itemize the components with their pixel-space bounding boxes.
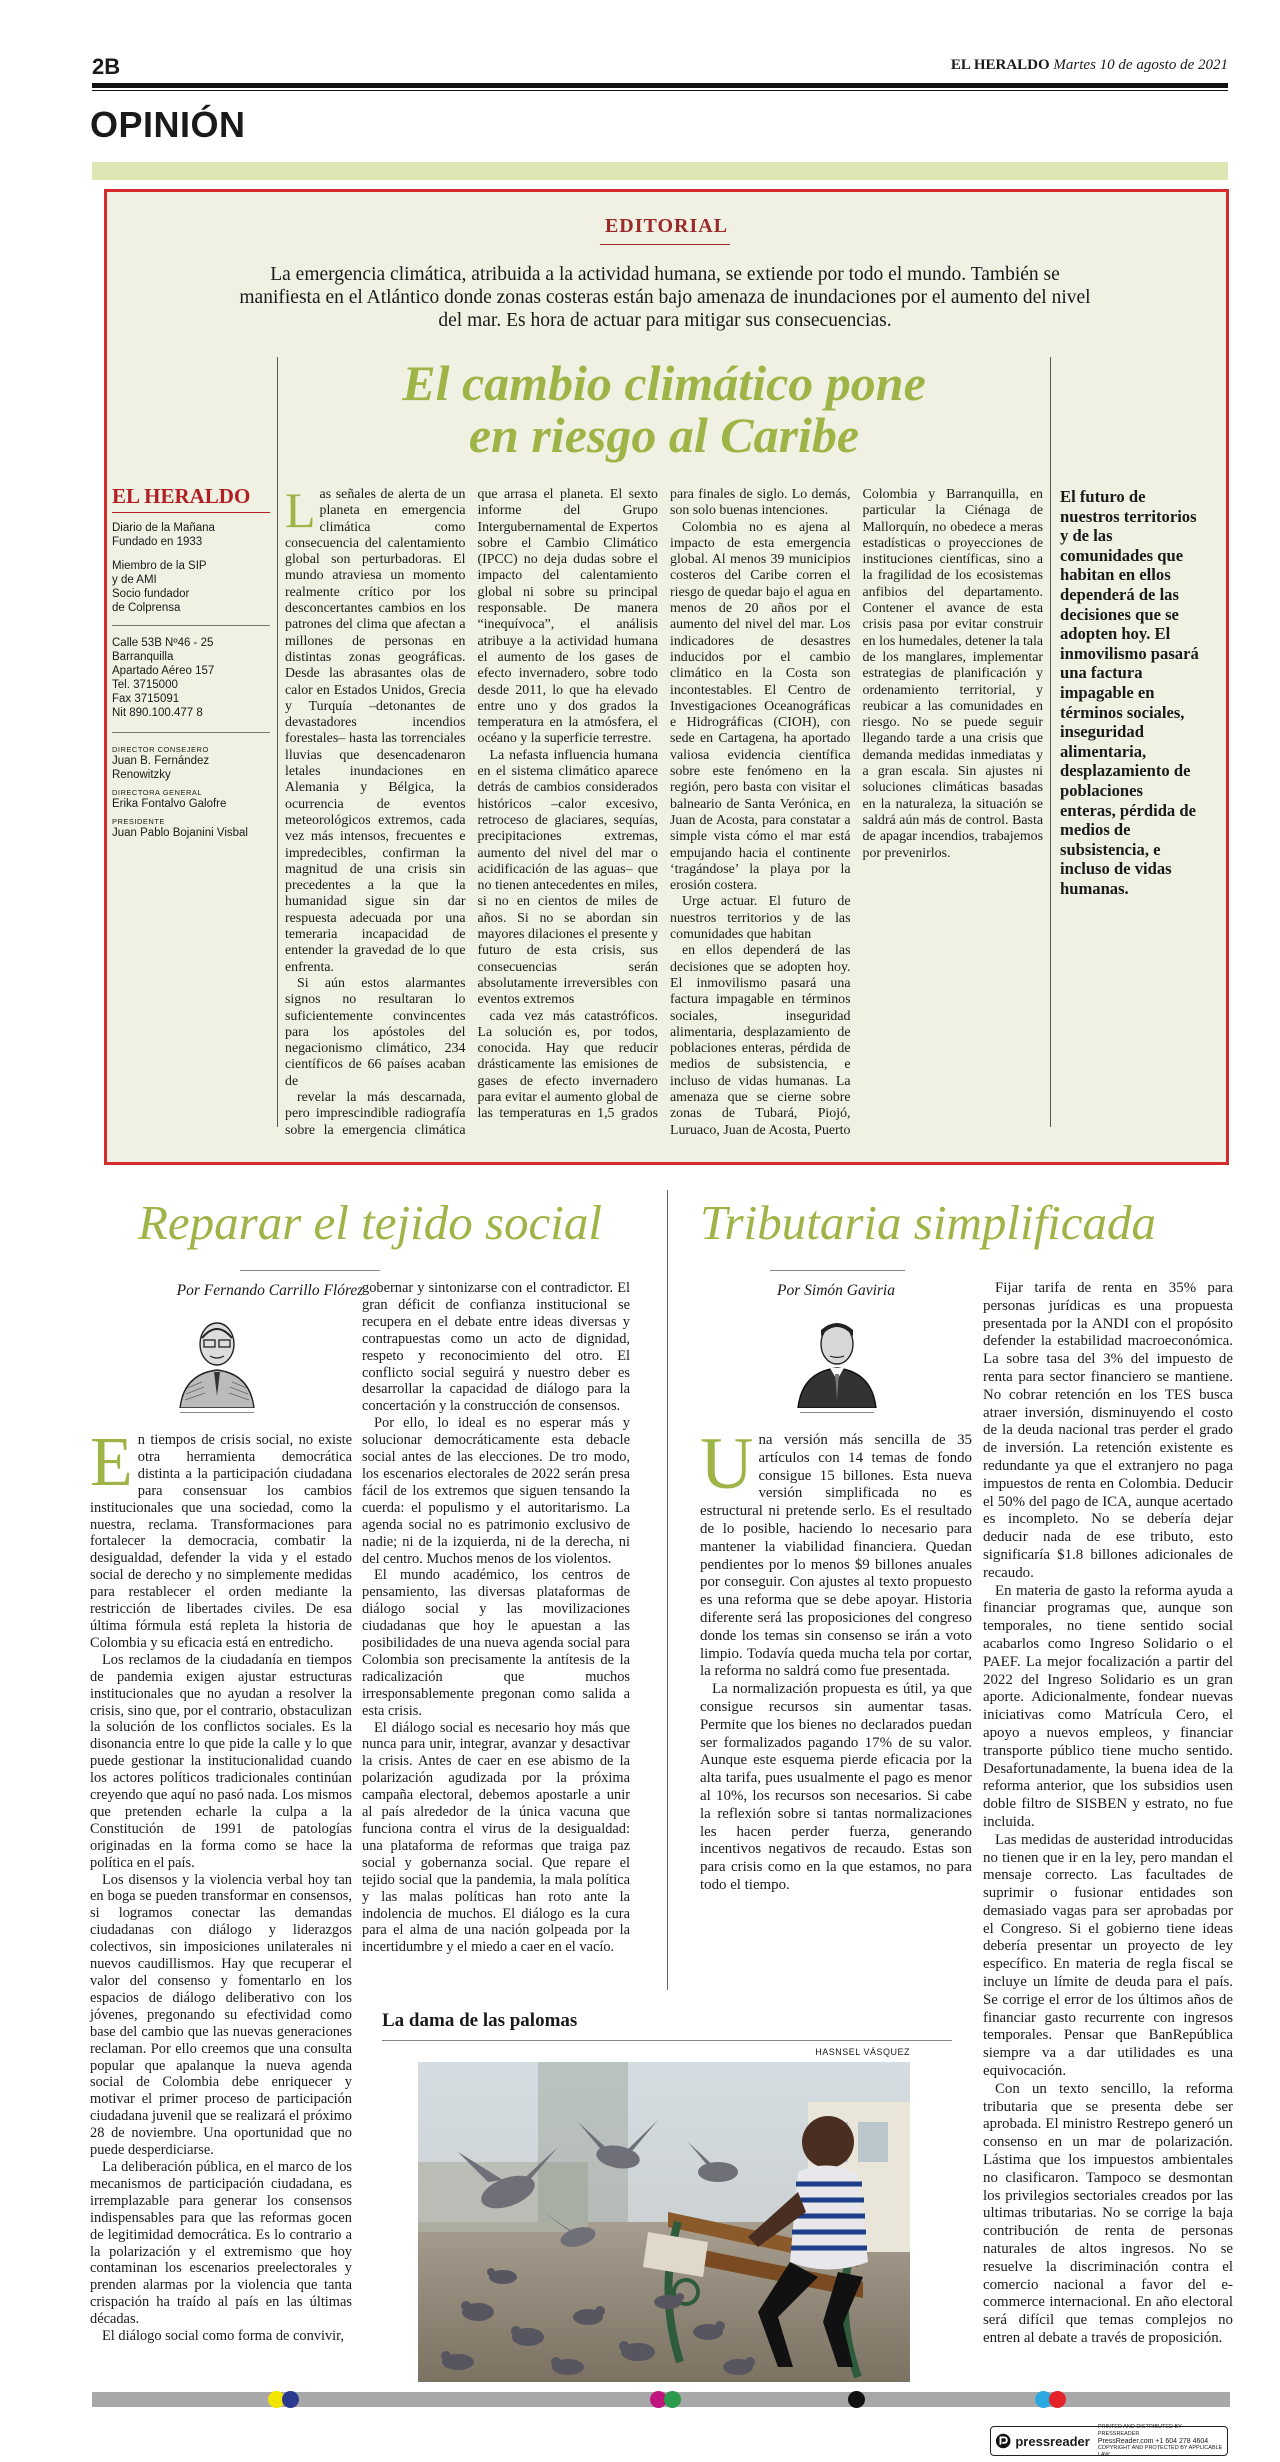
header-rule-thin	[92, 90, 1228, 91]
staff-founding	[112, 521, 270, 615]
editorial-lead: La emergencia climática, atribuida a la actividad humana, se extiende por todo el mundo. También se manifiesta en el Atlántico donde zonas costeras están bajo amenaza de inundaciones por el aumento del nivel del mar. Es hora de actuar para mitigar sus consecuencias.	[239, 264, 1091, 331]
paragraph: El diálogo social como forma de convivir,	[102, 2328, 344, 2345]
photo-title-rule	[382, 2040, 952, 2041]
column-left-col2	[362, 1280, 630, 1980]
paragraph: gobernar y sintonizarse con el contradictor. El gran déficit de confianza institucional se recupera en el debate entre ideas diversas y contrapuestas como un acto de dignidad, respeto y reconocimiento del otro. El conflicto social seguirá y nuestro deber es desarrollar la capacidad de diálogo para la concertación y la construcción de consensos.	[362, 1280, 630, 1415]
paragraph: na versión más sencilla de 35 artículos con 14 temas de fondo consigue 15 billones. Esta nueva versión simplificada no es estructural ni pretende serlo. Es el resultado de lo posible, haciendo lo necesario para mantener la viabilidad financiera. Quedan pendientes por lo menos $9 billones anuales por conseguir. Con ajustes al texto propuesto es una reforma que se debe apoyar. Historia diferente será las proposiciones del congreso donde los temas sin consenso se irán a voto limpio. Todavía queda mucha tela por cortar, la reforma no saldrá como fue presentada.	[700, 1432, 972, 1680]
editorial-title	[280, 357, 1048, 461]
column-right-dropcap: U	[700, 1423, 754, 1505]
columns-divider	[667, 1190, 668, 1990]
column-left-dropcap: E	[90, 1424, 133, 1501]
editorial-dropcap: L	[285, 482, 316, 538]
registration-mark-green	[664, 2391, 681, 2408]
paragraph: El mundo académico, los centros de pensamiento, las diversas plataformas de diálogo social y las movilizaciones ciudadanas que hoy le apuestan a las posibilidades de una nueva agenda social para Colombia son precisamente la antítesis de la radicalización que muchos irresponsablemente pregonan como salida a esta crisis.	[362, 1567, 630, 1719]
staff-role-label: PRESIDENTE	[112, 817, 165, 826]
photo-title: La dama de las palomas	[382, 2010, 578, 2031]
staff-line: Barranquilla	[112, 651, 174, 663]
section-title: OPINIÓN	[90, 104, 246, 145]
section-green-bar	[92, 162, 1228, 180]
column-left-portrait	[172, 1308, 262, 1408]
column-left-byline-rule-top	[240, 1270, 380, 1271]
editorial-pullquote: El futuro de nuestros territorios y de las comunidades que habitan en ellos dependerá de las decisiones que se adopten hoy. El inmovilismo pasará una factura impagable en términos sociales, inseguridad alimentaria, desplazamiento de poblaciones enteras, pérdida de medios de subsistencia, e incluso de vidas humanas.	[1060, 487, 1199, 898]
paragraph: Colombia no es ajena al impacto de esta emergencia global. Al menos 39 municipios costeros del Caribe corren el riesgo de quedar bajo el agua en menos de 20 años por el aumento del nivel del mar. Los indicadores de desastres inducidos por el cambio climático en la Costa son incontestables. El Centro de Investigaciones Oceanográficas e Hidrográficas (CIOH), con sede en Cartagena, ha aportado valiosa evidencia científica sobre este fenómeno en la región, pero basta con visitar el balneario de Santa Verónica, en Juan de Acosta, para constatar a simple vista cómo el mar está empujando hacia el continente ‘tragándose’ la playa por la erosión costera.	[670, 519, 851, 894]
photo-credit: HASNSEL VÁSQUEZ	[815, 2047, 910, 2057]
editorial-col-rule-right	[1050, 357, 1051, 1127]
paragraph: cada vez más catastróficos. La solución es, por todos, conocida. Hay que reducir drásticamente las emisiones de gases de efecto invernadero para evitar el aumento global de las temperaturas en 1,5 grados para finales de siglo. Lo demás, son solo buenas intenciones.	[477, 487, 851, 1122]
paragraph: Con un texto sencillo, la reforma tributaria que se presenta debe ser aprobada. El ministro Restrepo generó un consenso en un mar de polarización. Lástima que los impuestos ambientales no clasificaron. Tampoco se desmontan los privilegios sectoriales creados por las ultimas tributarias. No se corrige la baja contribución de renta de personas naturales de altos ingresos. No se resuelve la discriminación contra el comercio nacional a favor del e-commerce internacional. En año electoral será difícil que temas complejos no entren al debate a través de proposición.	[983, 2080, 1233, 2347]
staff-box	[112, 484, 270, 840]
staff-role-name: Erika Fontalvo Galofre	[112, 798, 227, 810]
staff-line: Tel. 3715000	[112, 679, 178, 691]
staff-line: Fax 3715091	[112, 693, 180, 705]
header-rule-thick	[92, 83, 1228, 88]
staff-line: Fundado en 1933	[112, 536, 203, 548]
pressreader-info	[1098, 2424, 1223, 2459]
column-right-byline: Por Simón Gaviria	[777, 1282, 895, 1299]
column-left-byline: Por Fernando Carrillo Flórez	[176, 1282, 364, 1299]
registration-mark-black	[848, 2391, 865, 2408]
staff-role-label: DIRECTOR CONSEJERO	[112, 745, 209, 754]
column-left-col2-paragraphs	[362, 1280, 630, 1956]
editorial-title-line2: en riesgo al Caribe	[468, 407, 860, 463]
header-masthead: EL HERALDO	[950, 57, 1050, 73]
column-right-portrait	[792, 1308, 882, 1408]
pressreader-line: PRINTED AND DISTRIBUTED BY PRESSREADER	[1097, 2423, 1182, 2437]
editorial-title-line1: El cambio climático pone	[402, 355, 926, 411]
editorial-paragraphs	[285, 482, 1044, 1142]
pressreader-line: PressReader.com +1 604 278 4604	[1097, 2437, 1209, 2445]
page-number: 2B	[92, 54, 121, 79]
paragraph: En materia de gasto la reforma ayuda a financiar programas que, aunque son temporales, no tiene sentido social acabarlos como Ingreso Solidario o el PAEF. La mejor focalización a partir del 2022 del Ingreso Solidario es un gran aporte. Adicionalmente, fondear nuevas iniciativas como Matrícula Cero, el apoyo a nuevos empleos, y financiar transporte público tiene mucho sentido. Desafortunadamente, la buena idea de la reforma anterior, que los subsidios usen doble filtro de SISBEN y estrato, no fue incluida.	[983, 1582, 1233, 1830]
pressreader-badge	[990, 2423, 1228, 2458]
registration-mark-red	[1049, 2391, 1066, 2408]
staff-line: Nit 890.100.477 8	[112, 707, 203, 719]
paragraph: n tiempos de crisis social, no existe otra herramienta democrática distinta a la participación ciudadana para consensuar los cambios institucionales que una sociedad, como la nuestra, reclama. Transformaciones para fortalecer la democracia, combatir la desigualdad, defender la vida y el estado social de derecho y no simplemente medidas para restablecer el orden mediante la restricción de libertades civiles. De esa última fórmula está repleta la historia de Colombia y su eficacia está en entredicho.	[90, 1432, 352, 1651]
column-left-title: Reparar el tejido social	[137, 1195, 603, 1250]
staff-roles	[112, 745, 270, 840]
staff-role-name: Juan B. Fernández Renowitzky	[112, 755, 210, 781]
column-right-byline-rule-top	[770, 1270, 905, 1271]
pressreader-brand: pressreader	[1015, 2433, 1090, 2449]
woman-feeding-pigeons-photo-icon	[418, 2062, 910, 2382]
paragraph: Fijar tarifa de renta en 35% para personas jurídicas es una propuesta presentada por la ANDI con el propósito defender la estabilidad macroeconómica. La sobre tasa del 3% del impuesto de renta para sector financiero se mantiene. No cobrar retención en los TES busca atraer inversión, disminuyendo el costo de la deuda nacional tras perder el grado de inversión. La retención existente es redundante ya que el extranjero no paga impuestos de renta en Colombia. Deducir el 50% del pago de ICA, aunque acertado es incompleto. No se debería dejar deducir nada de ese tributo, esto significaría $1.8 billones adicionales de recaudo.	[983, 1280, 1233, 1581]
author-portrait-icon	[172, 1308, 262, 1408]
staff-logo: EL HERALDO	[112, 484, 270, 513]
staff-line: Miembro de la SIP	[112, 560, 207, 572]
paragraph: Los disensos y la violencia verbal hoy tan en boga se pueden transformar en consensos, si logramos conectar las demandas ciudadanas con diálogo y liderazgos colectivos, sin imposiciones unilaterales ni nuevos caudillismos. Hay que recuperar el valor del consenso y fomentarlo en los espacios de diálogo deliberativo con los jóvenes, pregonando su efectividad como base del cambio que las nuevas generaciones reclaman. Por ello creemos que una consulta popular que apalanque la nueva agenda social de Colombia debe enriquecer y motivar el primer proceso de participación ciudadana juvenil que se realizará el próximo 28 de noviembre. Una oportunidad que no puede desperdiciarse.	[90, 1871, 352, 2159]
column-right-title: Tributaria simplificada	[700, 1195, 1157, 1250]
column-right-col2	[983, 1280, 1233, 2380]
header-date: Martes 10 de agosto de 2021	[1053, 57, 1228, 73]
column-left-portrait-rule	[180, 1412, 254, 1413]
paragraph: La nefasta influencia humana en el sistema climático aparece detrás de cambios considerados históricos –calor excesivo, retroceso de glaciares, sequías, precipitaciones extremas, aumento del nivel del mar o acidificación de las aguas– que no tienen antecedentes en miles, si no en cientos de miles de años. Si no se abordan sin mayores dilaciones el presente y futuro de esta crisis, sus consecuencias serán absolutamente irreversibles con eventos extremos	[477, 747, 659, 1008]
paragraph: Urge actuar. El futuro de nuestros territorios y de las comunidades que habitan	[670, 894, 851, 943]
column-right-col1	[700, 1423, 972, 1972]
author-portrait-icon	[792, 1308, 882, 1408]
paragraph: Por ello, lo ideal es no esperar más y solucionar democráticamente esta debacle social antes de las elecciones. De tro modo, los escenarios electorales de 2022 serán presa fácil de los extremos que siguen tensando la cuerda: el populismo y el autoritarismo. La agenda social no es patrimonio exclusivo de nadie; ni de la izquierda, ni de la derecha, ni del centro. Muchos menos de los violentos.	[362, 1415, 630, 1567]
staff-line: Socio fundador	[112, 588, 190, 600]
staff-line: Calle 53B Nº46 - 25	[112, 637, 214, 649]
paragraph: La normalización propuesta es útil, ya que consigue recursos sin aumentar tasas. Permite que los bienes no declarados puedan ser formalizados pagando 17% de su valor. Aunque este esquema pierde eficacia por la alta tarifa, pues usualmente el pago es menor al 10%, los recursos son necesarios. Si cabe la reflexión sobre si tantas normalizaciones les hacen perder fuerza, generando incentivos negativos de recaudo. Estas son para crisis como en la que estamos, no para todo el tiempo.	[700, 1681, 972, 1893]
column-left-col1-paragraphs	[90, 1424, 352, 2345]
staff-line: Apartado Aéreo 157	[112, 665, 215, 677]
editorial-kicker-rule	[600, 244, 730, 245]
photo	[418, 2062, 910, 2382]
staff-address	[112, 636, 270, 720]
editorial-body	[285, 482, 1044, 1142]
paragraph: Las medidas de austeridad introducidas no tienen que ir en la ley, pero mandan el mensaje correcto. Las facultades de suprimir o fusionar entidades son demasiado vagas para ser aprobadas por el Congreso. Si el gobierno tiene ideas debería presentar un proyecto de ley específico. En materia de regla fiscal se incluye un límite de deuda para el país. Se corrige el error de los últimos años de financiar gasto recurrente con ingresos temporales. Pensar que BanRepública siempre va a dar utilidades es una equivocación.	[983, 1831, 1233, 2080]
pressreader-line: COPYRIGHT AND PROTECTED BY APPLICABLE LAW	[1097, 2444, 1223, 2458]
paragraph: revelar la más descarnada, pero imprescindible radiografía sobre la emergencia climática que arrasa el planeta. El sexto informe del Grupo Intergubernamental de Expertos sobre el Cambio Climático (IPCC) no deja dudas sobre el impacto del calentamiento global ni sobre su principal responsable. De manera “inequívoca”, el análisis atribuye a la actividad humana el aumento de los gases de efecto invernadero, sobre todo desde 2011, lo que ha elevado entre uno y dos grados la temperatura en la atmósfera, el océano y la superficie terrestre.	[285, 487, 658, 1138]
paragraph: Los reclamos de la ciudadanía en tiempos de pandemia exigen ajustar estructuras institucionales que no ayudan a resolver la crisis, sino que, por el contrario, obstaculizan la solución de los conflictos sociales. Es la disonancia entre lo que pide la calle y lo que puede gestionar la institucionalidad cuando los actores políticos tradicionales continúan creyendo que aquí no pasó nada. Los mismos que pretenden echarle la culpa a la Constitución de 1991 de patologías originadas en la forma como se hace la política en el país.	[90, 1651, 352, 1871]
editorial-col-rule-left	[277, 357, 278, 1127]
column-right-col2-paragraphs	[983, 1280, 1233, 2348]
staff-role-name: Juan Pablo Bojanini Visbal	[112, 827, 248, 839]
editorial-kicker: EDITORIAL	[604, 215, 729, 237]
column-left-col1	[90, 1424, 352, 2372]
paragraph: El diálogo social es necesario hoy más que nunca para unir, integrar, avanzar y desactivar la crisis. Antes de caer en ese abismo de la polarización agudizada por la próxima campaña electoral, debemos apostarle a unir al país alrededor de la única vacuna que funciona contra el virus de la desigualdad: una plataforma de reformas que traiga paz social y gobernanza social. Que repare el tejido social que la pandemia, la mala política y las malas políticas han roto ante la indolencia de muchos. El diálogo es la cura para el alma de una nación golpeada por la incertidumbre y el miedo a caer en el vacío.	[362, 1719, 630, 1956]
staff-role-label: DIRECTORA GENERAL	[112, 788, 203, 797]
registration-mark-blue	[282, 2391, 299, 2408]
paragraph: as señales de alerta de un planeta en emergencia climática como consecuencia del calentamiento global son perturbadoras. El mundo atraviesa un momento realmente crítico por los desconcertantes cambios en los patrones del clima que afectan a millones de personas en distintas zonas geográficas. Desde las abrasantes olas de calor en Estados Unidos, Grecia y Turquía –detonantes de devastadores incendios forestales– hasta las torrenciales lluvias que desencadenaron letales inundaciones en Alemania y Bélgica, la ocurrencia de eventos meteorológicos extremos, cada vez más intensos, frecuentes e impredecibles, confirman la magnitud de una crisis sin precedentes a la que la humanidad sigue sin dar respuesta adecuada por una temeraria incapacidad de entender la gravedad de lo que enfrenta.	[285, 487, 466, 975]
staff-line: de Colprensa	[112, 602, 181, 614]
paragraph: en ellos dependerá de las decisiones que se adopten hoy. El inmovilismo pasará una factura impagable en términos sociales, inseguridad alimentaria, desplazamiento de poblaciones enteras, pérdida de medios de subsistencia, e incluso de vidas humanas. La amenaza que se cierne sobre zonas de Tubará, Piojó, Luruaco, Juan de Acosta, Puerto Colombia y Barranquilla, en particular la Ciénaga de Mallorquín, no obedece a meras estadísticas o proyecciones de instituciones científicas, sino a la fragilidad de los ecosistemas anfibios del departamento. Contener el avance de esta crisis pasa por evitar construir en los humedales, detener la tala de los manglares, implementar estrategias de planificación y ordenamiento territorial, y reubicar a las comunidades en riesgo. No se puede seguir llegando tarde a una crisis que demanda medidas inmediatas y a gran escala. Sin ajustes ni soluciones climáticas basadas en la naturaleza, la situación se saldrá aún más de control. Basta de apagar incendios, trabajemos por prevenirlos.	[670, 487, 1044, 1138]
staff-line: y de AMI	[112, 574, 157, 586]
staff-line: Diario de la Mañana	[112, 522, 215, 534]
paragraph: La deliberación pública, en el marco de los mecanismos de participación ciudadana, es irremplazable para generar los consensos indispensables para que las reformas gocen de legitimidad democrática. Es lo contrario a la polarización y el extremismo que hoy contaminan los escenarios preelectorales y prenden alarmas por la violencia que tanta crispación ha traído al país en las últimas décadas.	[90, 2158, 352, 2328]
pressreader-logo-icon	[995, 2432, 1011, 2450]
column-right-portrait-rule	[800, 1412, 874, 1413]
header-masthead-date	[951, 57, 1228, 74]
paragraph: Si aún estos alarmantes signos no resultaran lo suficientemente convincentes para los apóstoles del negacionismo climático, 234 científicos de 66 países acaban de	[285, 975, 466, 1089]
